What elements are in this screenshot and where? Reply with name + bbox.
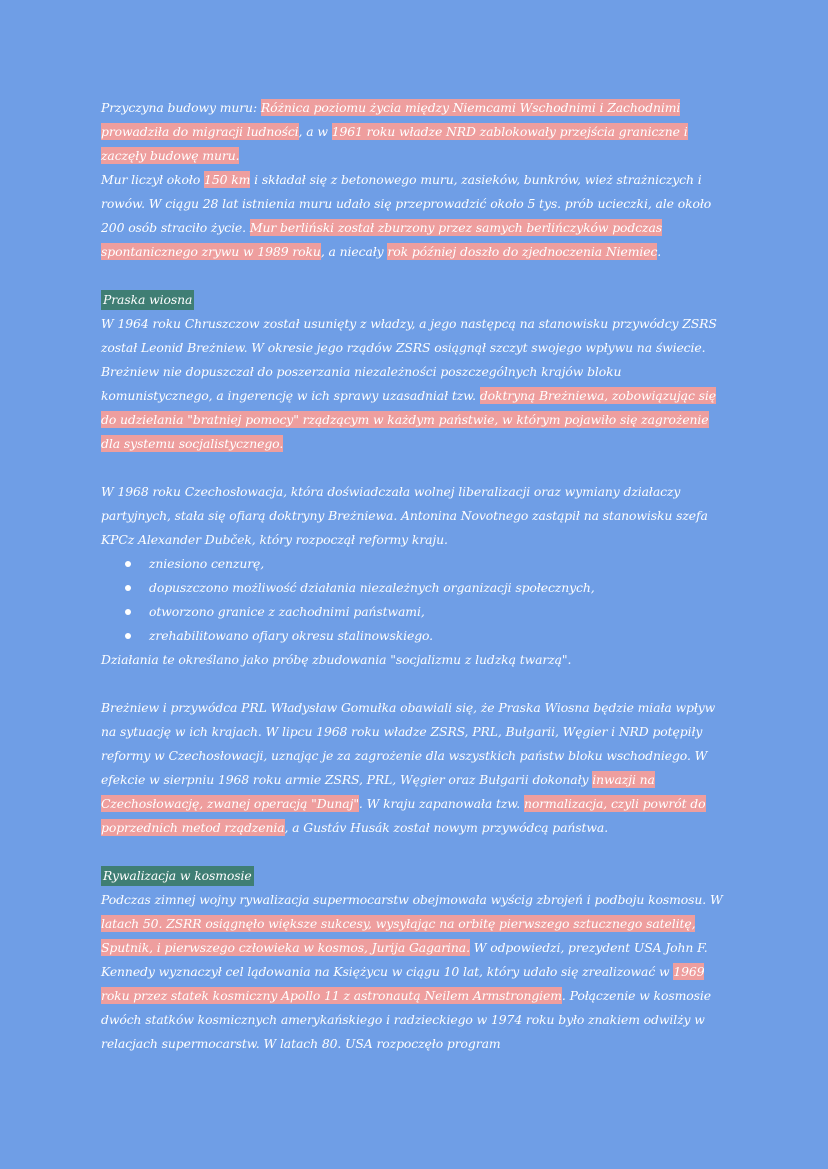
- berlin-wall-cause-paragraph: [101, 96, 731, 168]
- list-item-text: dopuszczono możliwość działania niezależnych organizacji społecznych,: [149, 580, 595, 595]
- highlight-1961-blockade: 1961 roku władze NRD zablokowały przejścia graniczne i zaczęły budowę muru.: [101, 124, 688, 163]
- list-item: [125, 624, 731, 648]
- cause-lead: Przyczyna budowy muru:: [101, 100, 261, 115]
- bullet-icon: [125, 561, 131, 567]
- list-item: [125, 576, 731, 600]
- wall-text-3: , a niecały: [320, 244, 388, 259]
- space-text-3: . Połączenie w kosmosie dwóch statków kosmicznych amerykańskiego i radzieckiego w 1974 roku było znakiem odwilży w relacjach supermocarstw. W latach 80. USA rozpoczęło program: [101, 988, 711, 1051]
- wall-text-2: i składał się z betonowego muru, zasieków, bunkrów, wież strażniczych i rowów. W ciągu 28 lat istnienia muru udało się przeprowadzić około 5 tys. prób ucieczki, ale około 200 osób straciło życie.: [101, 172, 712, 235]
- list-item-text: zrehabilitowano ofiary okresu stalinowskiego.: [149, 628, 434, 643]
- highlight-wall-fall: Mur berliński został zburzony przez samych berlińczyków podczas spontanicznego zrywu w 1989 roku: [101, 220, 663, 259]
- list-item-text: otworzono granice z zachodnimi państwami,: [149, 604, 425, 619]
- berlin-wall-details-paragraph: [101, 168, 731, 264]
- highlight-normalization: normalizacja, czyli powrót do poprzednich metod rządzenia: [101, 796, 706, 835]
- highlight-reunification: rok później doszło do zjednoczenia Niemiec: [387, 244, 658, 259]
- invasion-paragraph: [101, 696, 731, 840]
- brezhnev-paragraph: [101, 312, 731, 456]
- reforms-list: [101, 552, 731, 648]
- space-text-1: Podczas zimnej wojny rywalizacja supermocarstw obejmowała wyścig zbrojeń i podboju kosmosu. W: [101, 892, 723, 907]
- highlight-migration: Różnica poziomu życia między Niemcami Wschodnimi i Zachodnimi prowadziła do migracji ludności: [101, 100, 681, 139]
- socialism-paragraph: Działania te określano jako próbę zbudowania "socjalizmu z ludzką twarzą".: [101, 652, 572, 667]
- highlight-brezhnev-doctrine: doktryną Breżniewa, zobowiązując się do udzielania "bratniej pomocy" rządzącym w każdym państwie, w którym pojawiło się zagrożenie dla systemu socjalistycznego.: [101, 388, 716, 451]
- space-text-2: W odpowiedzi, prezydent USA John F. Kennedy wyznaczył cel lądowania na Księżycu w ciągu 10 lat, który udało się zrealizować w: [101, 940, 708, 979]
- highlight-operation-danube: inwazji na Czechosłowację, zwanej operacją "Dunaj": [101, 772, 655, 811]
- bullet-icon: [125, 609, 131, 615]
- highlight-ussr-success: latach 50. ZSRR osiągnęło większe sukcesy, wysyłając na orbitę pierwszego sztucznego satelitę, Sputnik, i pierwszego człowieka w kosmos, Jurija Gagarina.: [101, 916, 696, 955]
- highlight-apollo-11: 1969 roku przez statek kosmiczny Apollo 11 z astronautą Neilem Armstrongiem: [101, 964, 705, 1003]
- brezhnev-text: W 1964 roku Chruszczow został usunięty z władzy, a jego następcą na stanowisku przywódcy ZSRS został Leonid Breżniew. W okresie jego rządów ZSRS osiągnął szczyt swojego wpływu na świecie. Breżniew nie dopuszczał do poszerzania niezależności poszczególnych krajów bloku komunistycznego, a ingerencję w ich sprawy uzasadniał tzw.: [101, 316, 717, 403]
- czechoslovakia-paragraph: W 1968 roku Czechosłowacja, która doświadczała wolnej liberalizacji oraz wymiany działaczy partyjnych, stała się ofiarą doktryny Breżniewa. Antonina Novotnego zastąpił na stanowisku szefa KPCz Alexander Dubček, który rozpoczął reformy kraju.: [101, 484, 708, 547]
- document-content: [101, 96, 731, 1056]
- list-item-text: zniesiono cenzurę,: [149, 556, 265, 571]
- wall-text-1: Mur liczył około: [101, 172, 205, 187]
- bullet-icon: [125, 633, 131, 639]
- invasion-text-3: , a Gustáv Husák został nowym przywódcą państwa.: [284, 820, 609, 835]
- invasion-text-2: . W kraju zapanowała tzw.: [358, 796, 524, 811]
- cause-text: , a w: [298, 124, 332, 139]
- invasion-text-1: Breżniew i przywódca PRL Władysław Gomułka obawiali się, że Praska Wiosna będzie miała wpływ na sytuację w ich krajach. W lipcu 1968 roku władze ZSRS, PRL, Bułgarii, Węgier i NRD potępiły reformy w Czechosłowacji, uznając je za zagrożenie dla wszystkich państw bloku wschodniego. W efekcie w sierpniu 1968 roku armie ZSRS, PRL, Węgier oraz Bułgarii dokonały: [101, 700, 716, 787]
- highlight-150km: 150 km: [204, 172, 251, 187]
- bullet-icon: [125, 585, 131, 591]
- heading-space-race: Rywalizacja w kosmosie: [101, 866, 254, 886]
- list-item: [125, 600, 731, 624]
- wall-text-4: .: [657, 244, 662, 259]
- list-item: [125, 552, 731, 576]
- heading-prague-spring: Praska wiosna: [101, 290, 194, 310]
- space-race-paragraph: [101, 888, 731, 1056]
